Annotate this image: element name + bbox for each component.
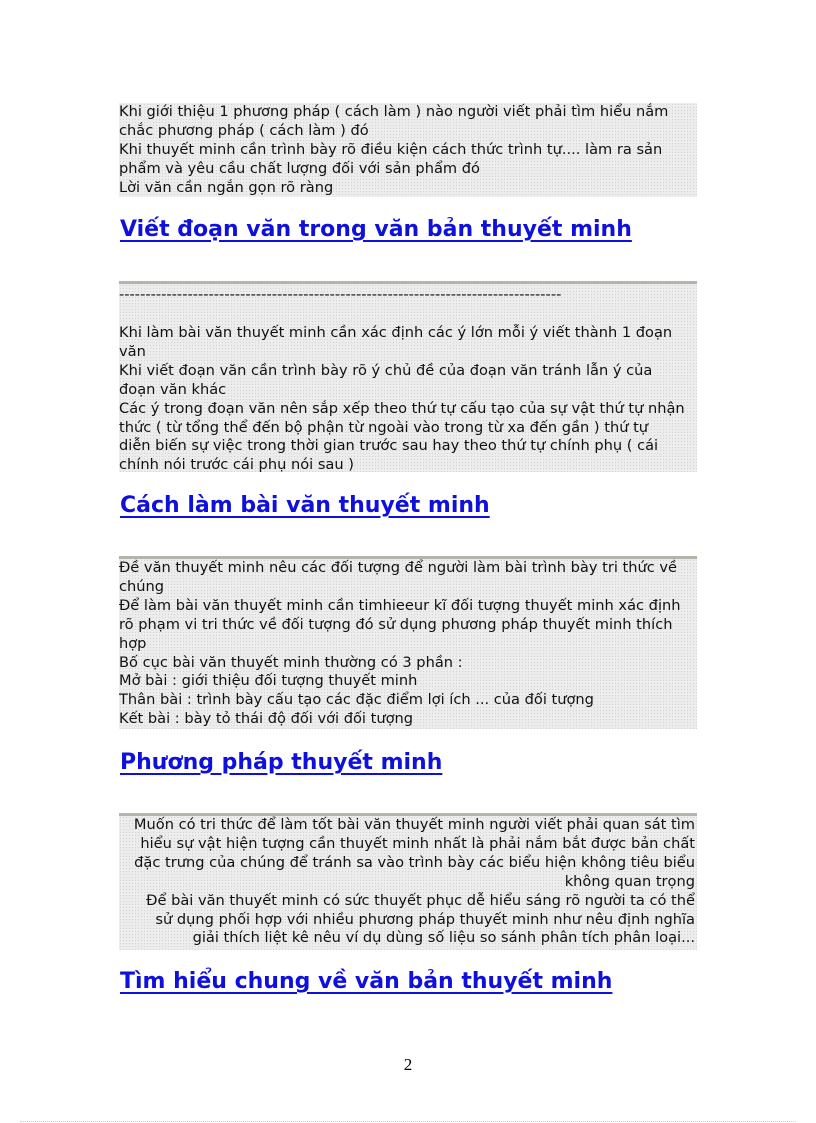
text-line: Kết bài : bày tỏ thái độ đối với đối tượng xyxy=(119,710,414,728)
text-line: Mở bài : giới thiệu đối tượng thuyết minh xyxy=(119,672,418,690)
heading-link-viet-doan-van[interactable]: Viết đoạn văn trong văn bản thuyết minh xyxy=(120,217,632,242)
text-block-1 xyxy=(119,103,697,197)
heading-link-phuong-phap[interactable]: Phương pháp thuyết minh xyxy=(120,750,443,775)
text-line: Các ý trong đoạn văn nên sắp xếp theo thứ tự cấu tạo của sự vật thứ tự nhận xyxy=(119,399,685,417)
text-line: diễn biến sự việc trong thời gian trước sau hay theo thứ tự chính phụ ( cái xyxy=(119,437,659,455)
page-bottom-rule xyxy=(20,1121,796,1122)
text-line: Lời văn cần ngắn gọn rõ ràng xyxy=(119,178,334,196)
text-line: thức ( từ tổng thể đến bộ phận từ ngoài vào trong từ xa đến gần ) thứ tự xyxy=(119,418,649,436)
text-line: Khi làm bài văn thuyết minh cần xác định các ý lớn mỗi ý viết thành 1 đoạn xyxy=(119,324,673,341)
separator-line: ------------------------------------------------------------------------------------ xyxy=(119,286,562,303)
text-line: Để làm bài văn thuyết minh cần timhieeur kĩ đối tượng thuyết minh xác định xyxy=(119,596,681,614)
page-number: 2 xyxy=(403,1055,413,1074)
text-line: Đề văn thuyết minh nêu các đối tượng để người làm bài trình bày tri thức về xyxy=(119,559,678,576)
text-line: văn xyxy=(119,342,146,360)
text-line: giải thích liệt kê nêu ví dụ dùng số liệu so sánh phân tích phân loại... xyxy=(192,929,695,947)
text-line: hiểu sự vật hiện tượng cần thuyết minh nhất là phải nắm bắt được bản chất xyxy=(140,834,695,852)
text-line: đoạn văn khác xyxy=(119,380,227,398)
text-line: rõ phạm vi tri thức về đối tượng đó sử dụng phương pháp thuyết minh thích xyxy=(119,615,673,633)
text-line: chúng xyxy=(119,577,165,595)
text-block-4 xyxy=(119,813,697,950)
text-line: Khi viết đoạn văn cần trình bày rõ ý chủ đề của đoạn văn tránh lẫn ý của xyxy=(119,361,653,379)
text-line: Để bài văn thuyết minh có sức thuyết phục dễ hiểu sáng rõ người ta có thể xyxy=(146,891,695,909)
text-line: Khi thuyết minh cần trình bày rõ điều kiện cách thức trình tự.... làm ra sản xyxy=(119,140,663,158)
text-line: Bố cục bài văn thuyết minh thường có 3 phần : xyxy=(119,653,463,671)
text-line: chắc phương pháp ( cách làm ) đó xyxy=(119,121,369,139)
text-block-3 xyxy=(119,556,697,729)
text-block-2 xyxy=(119,281,697,472)
text-line: sử dụng phối hợp với nhiều phương pháp thuyết minh như nêu định nghĩa xyxy=(155,910,695,928)
text-line: Muốn có tri thức để làm tốt bài văn thuyết minh người viết phải quan sát tìm xyxy=(133,816,695,833)
heading-link-cach-lam-bai[interactable]: Cách làm bài văn thuyết minh xyxy=(120,493,490,518)
heading-link-tim-hieu-chung[interactable]: Tìm hiểu chung về văn bản thuyết minh xyxy=(120,969,613,994)
text-line: Khi giới thiệu 1 phương pháp ( cách làm ) nào người viết phải tìm hiểu nắm xyxy=(119,103,669,120)
text-line: phẩm và yêu cầu chất lượng đối với sản phẩm đó xyxy=(119,159,480,177)
spacer xyxy=(119,304,697,324)
text-line: đặc trưng của chúng để tránh sa vào trình bày các biểu hiện không tiêu biểu xyxy=(134,853,695,871)
text-line: Thân bài : trình bày cấu tạo các đặc điểm lợi ích ... của đối tượng xyxy=(119,691,594,709)
text-line: hợp xyxy=(119,634,147,652)
text-line: chính nói trước cái phụ nói sau ) xyxy=(119,456,354,474)
text-line: không quan trọng xyxy=(564,872,695,890)
